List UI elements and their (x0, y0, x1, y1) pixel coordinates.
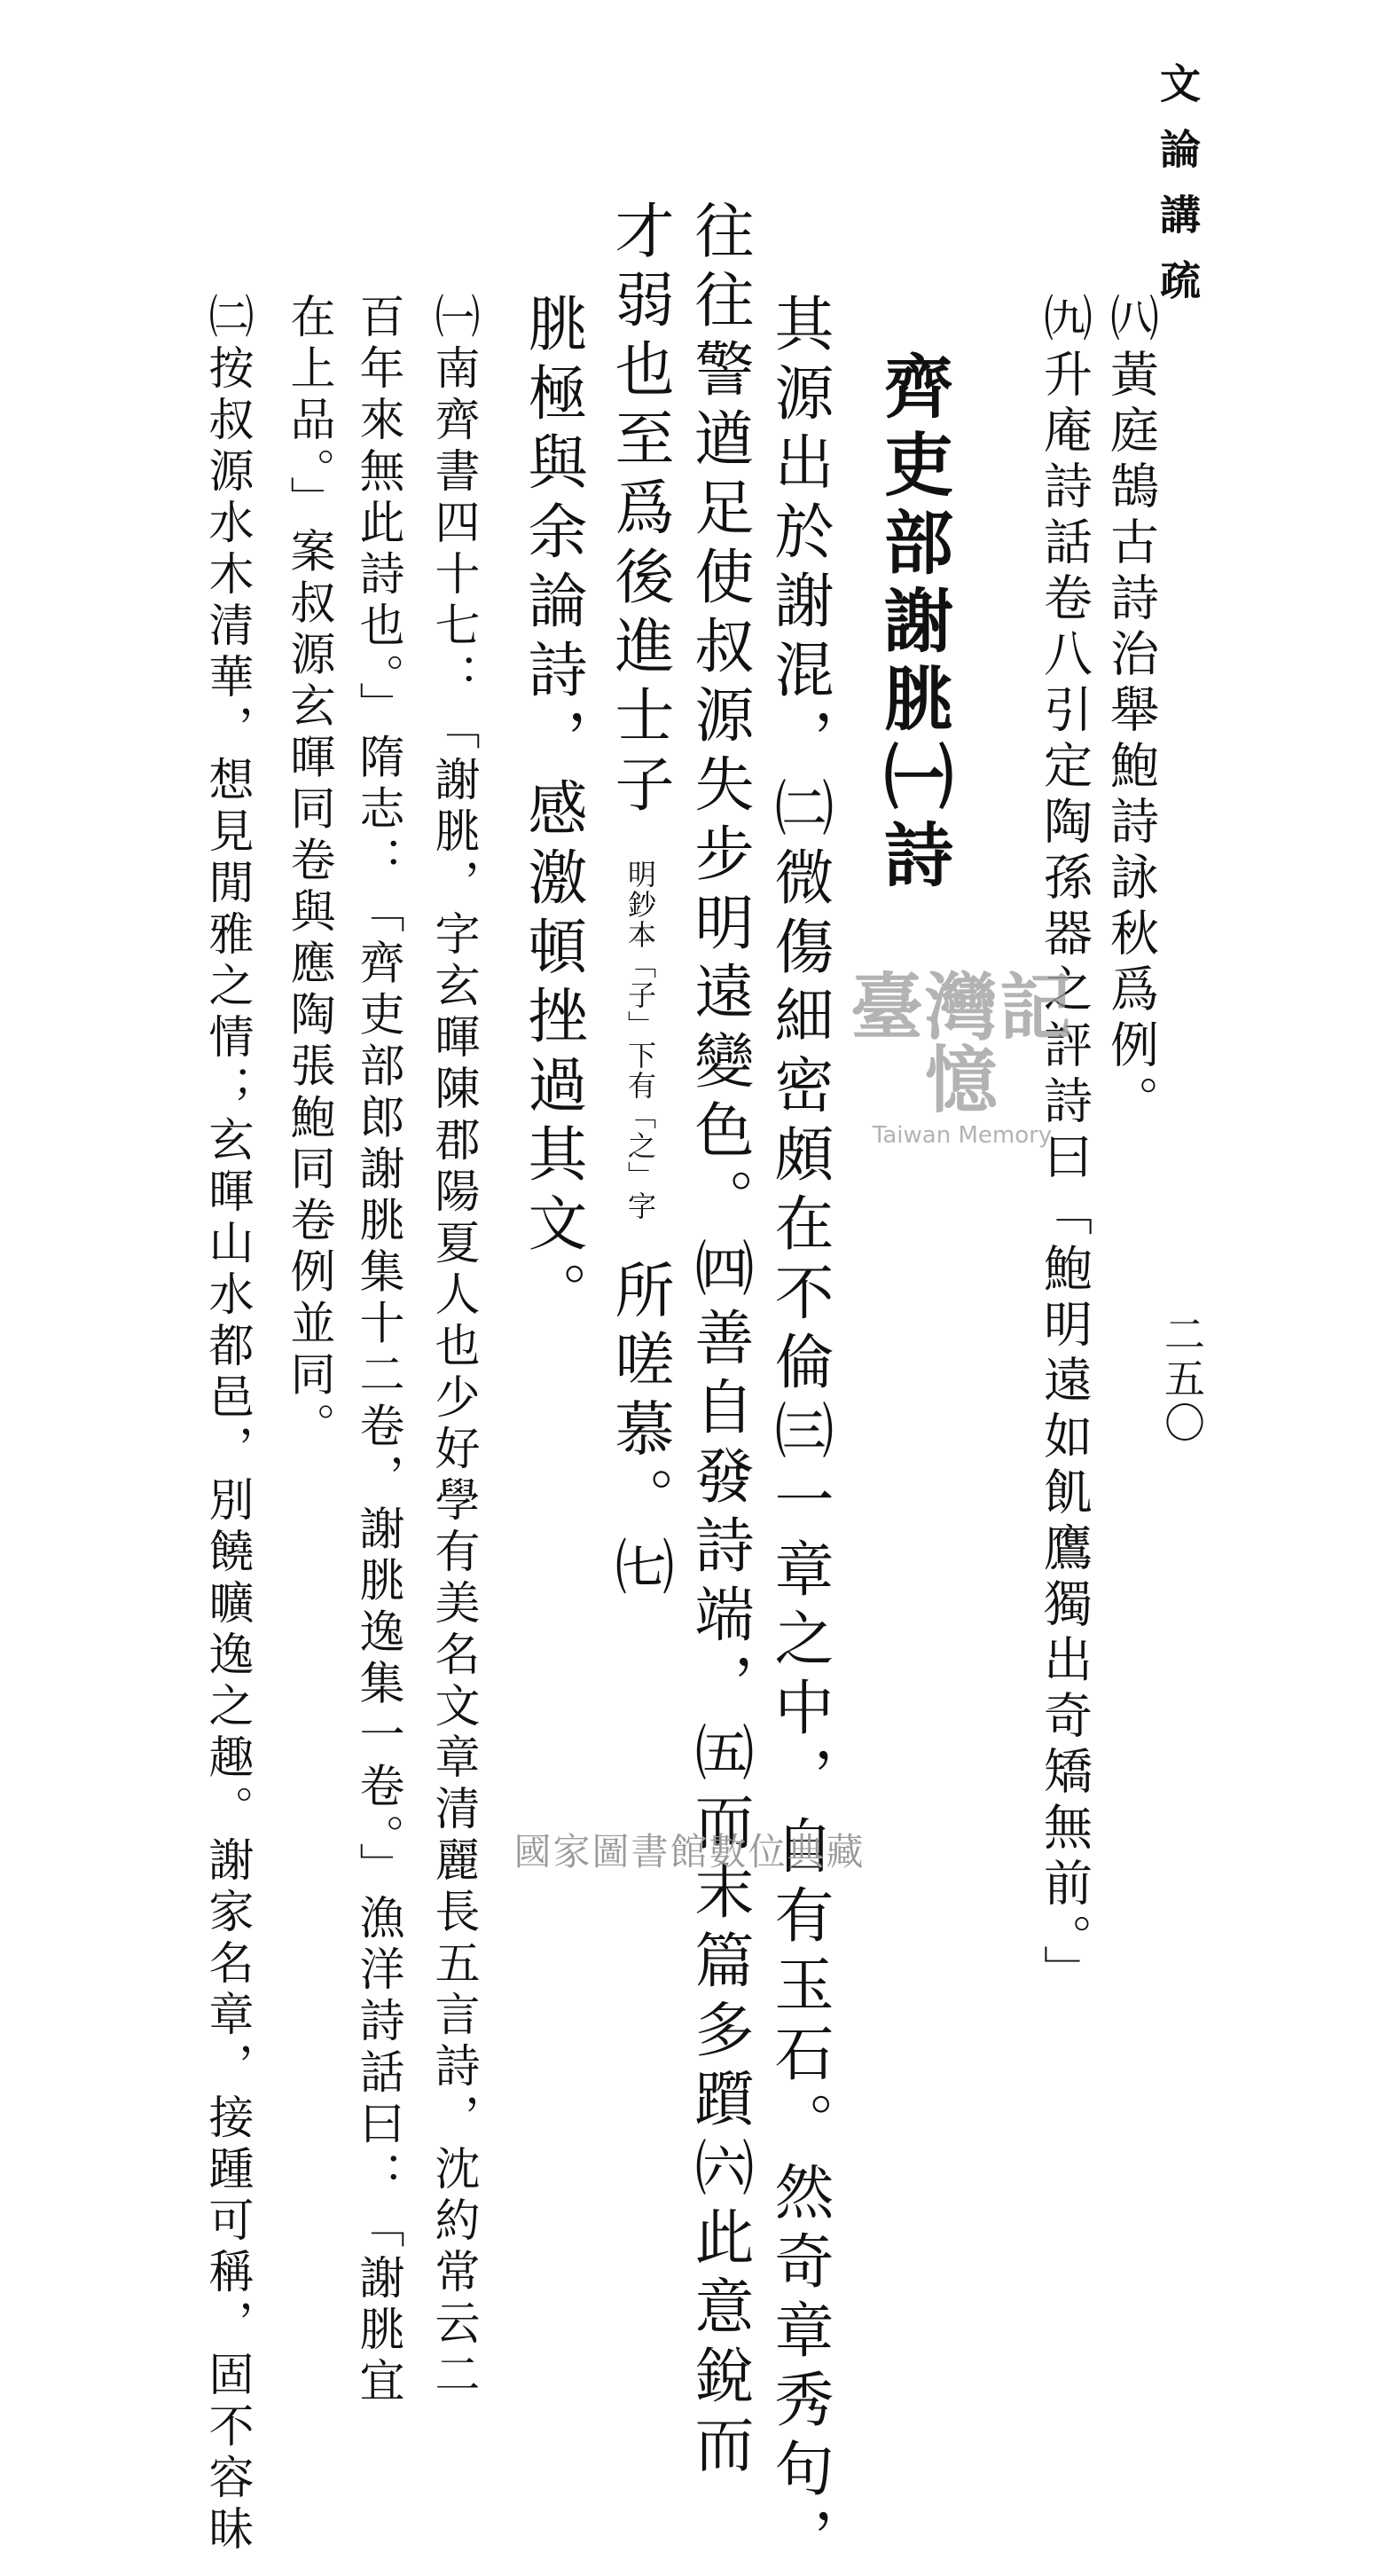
footnote-1-line-3: 在上品。」案叔源玄暉同卷與應陶張鮑同卷例並同。 (282, 293, 334, 1454)
watermark-logo: 臺灣記憶 (850, 965, 1074, 1123)
page-number: 二五〇 (1158, 1313, 1206, 1446)
footnote-8: ㈧黃庭鵠古詩治舉鮑詩詠秋爲例。 (1102, 293, 1159, 1131)
watermark-subtitle: Taiwan Memory (872, 1122, 1053, 1149)
source-footer: 國家圖書館數位典藏 (513, 1830, 866, 1873)
main-text-line-4: 朓極與余論詩，感激頓挫過其文。 (519, 293, 588, 1331)
main-text-line-2: 往往警遒足使叔源失步明遠變色。㈣善自發詩端，㈤而末篇多躓㈥此意銳而 (686, 200, 755, 2483)
collation-note: 明鈔本「子」下有「之」字 (623, 860, 657, 1222)
footnote-1-line-1: ㈠南齊書四十七：「謝朓，字玄暉陳郡陽夏人也少好學有美名文章清麗長五言詩，沈約常云二 (427, 293, 479, 2402)
taiwan-memory-watermark (825, 965, 1100, 1149)
main-text-line-3-start: 才弱也至爲後進士子 (606, 200, 675, 822)
footnote-1-line-2: 百年來無此詩也。」隋志：「齊吏部郎謝朓集十二卷，謝朓逸集一卷。」漁洋詩話曰：「謝朓宜 (351, 293, 404, 2408)
main-text-line-3-end: 所嗟慕。㈦ (606, 1259, 675, 1606)
main-text-line-3 (606, 200, 675, 1606)
running-header-title: 文論講疏 (1154, 62, 1202, 325)
footnote-9: ㈨升庵詩話卷八引定陶孫器之評詩曰「鮑明遠如飢鷹獨出奇矯無前。」 (1036, 293, 1093, 2001)
main-text-line-1: 其源出於謝混，㈡微傷細密頗在不倫㈢一章之中，自有玉石。然奇章秀句， (765, 293, 834, 2576)
footnote-2: ㈡按叔源水木清華，想見閒雅之情；玄暉山水都邑，別饒曠逸之趣。謝家名章，接踵可稱，固不容昧 (200, 293, 253, 2556)
section-title: 齊吏部謝朓㈠詩 (873, 350, 953, 897)
